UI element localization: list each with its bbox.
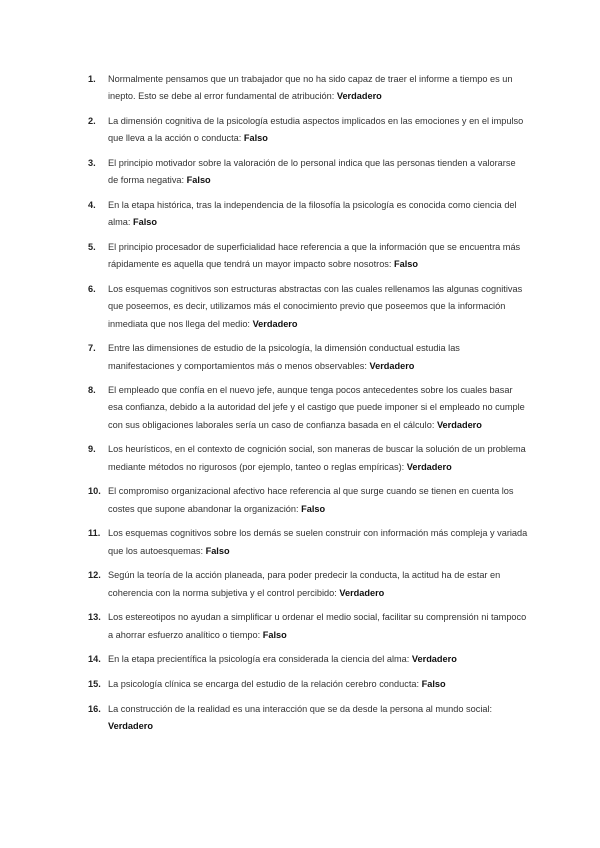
question-number: 3. [88,157,96,168]
question-number: 2. [88,115,96,126]
answer-label: Falso [243,133,268,144]
question-number: 6. [88,283,96,294]
question-number: 1. [88,74,96,84]
question-list [88,71,528,743]
question-number: 10. [88,486,101,497]
question-item [88,676,528,693]
question-text: El principio motivador sobre la valoración de lo personal indica que las personas tienden a valorarse de forma negativa: [108,157,516,186]
answer-label: Falso [394,259,419,270]
question-number: 4. [88,199,96,210]
question-text: Los heurísticos, en el contexto de cognición social, son maneras de buscar la solución de un problema mediante métodos no rigurosos (por ejemplo, tanteo o reglas empíricas): [108,444,526,472]
question-item [88,567,528,602]
question-number: 11. [88,528,101,539]
question-item [88,483,528,518]
question-text: Los estereotipos no ayudan a simplificar u ordenar el medio social, facilitar su comprensión ni tampoco a ahorrar esfuerzo analítico o tiempo: [108,612,527,640]
answer-label: Verdadero [411,654,457,665]
answer-label: Verdadero [436,419,482,430]
question-item [88,71,528,106]
question-number: 9. [88,444,96,455]
answer-label: Verdadero [369,360,415,371]
question-item [88,651,528,668]
question-number: 12. [88,570,101,581]
answer-label: Verdadero [336,91,382,102]
answer-label: Falso [133,217,158,228]
question-number: 7. [88,343,96,354]
answer-label: Falso [301,503,326,514]
question-text: El compromiso organizacional afectivo hace referencia al que surge cuando se tienen en cuenta los costes que supone abandonar la organización: [108,486,514,514]
question-text: Los esquemas cognitivos sobre los demás se suelen construir con información más compleja y variada que los autoesquemas: [108,528,528,556]
question-number: 15. [88,679,101,690]
question-item [88,281,528,333]
question-text: En la etapa histórica, tras la independencia de la filosofía la psicología es conocida como ciencia del alma: [108,199,517,228]
question-text: La psicología clínica se encarga del estudio de la relación cerebro conducta: [108,679,420,690]
question-item [88,239,528,274]
question-item [88,609,528,644]
answer-label: Verdadero [252,318,298,329]
question-text: Normalmente pensamos que un trabajador que no ha sido capaz de traer el informe a tiempo es un inepto. Esto se debe al error fundamental de atribución: [108,74,513,102]
question-text: Los esquemas cognitivos son estructuras abstractas con las cuales rellenamos las algunas cognitivas que poseemos, es decir, utilizamos más el conocimiento previo que poseemos que la información inmediata que nos llega del medio: [108,283,523,329]
question-item [88,113,528,148]
question-item [88,197,528,232]
answer-label: Falso [262,629,287,640]
answer-label: Falso [205,545,230,556]
question-text: La construcción de la realidad es una interacción que se da desde la persona al mundo social: [108,703,493,714]
question-number: 16. [88,703,101,714]
question-number: 8. [88,385,96,396]
question-number: 14. [88,654,101,665]
answer-label: Falso [186,175,211,186]
question-item [88,441,528,476]
answer-label: Verdadero [339,587,385,598]
question-item [88,525,528,560]
question-text: El principio procesador de superficialidad hace referencia a que la información que se encuentra más rápidamente es aquella que tendrá un mayor impacto sobre nosotros: [108,241,521,270]
question-number: 13. [88,612,101,623]
question-item [88,340,528,375]
question-text: La dimensión cognitiva de la psicología estudia aspectos implicados en las emociones y en el impulso que lleva a la acción o conducta: [108,115,524,144]
answer-label: Verdadero [108,721,153,732]
question-text: El empleado que confía en el nuevo jefe, aunque tenga pocos antecedentes sobre los cuales basar esa confianza, debido a la autoridad del jefe y el castigo que puede imponer si el empleado no cumple con sus obligaciones laborales sería un caso de confianza basada en el cálculo: [108,385,525,430]
question-item [88,701,528,736]
question-text: En la etapa precientífica la psicología era considerada la ciencia del alma: [108,654,410,665]
answer-label: Verdadero [406,461,452,472]
question-number: 5. [88,241,96,252]
question-item [88,155,528,190]
question-item [88,382,528,434]
question-text: Entre las dimensiones de estudio de la psicología, la dimensión conductual estudia las manifestaciones y comportamientos más o menos observables: [108,343,460,371]
question-text: Según la teoría de la acción planeada, para poder predecir la conducta, la actitud ha de estar en coherencia con la norma subjetiva y el control percibido: [108,570,501,598]
answer-label: Falso [421,679,446,690]
